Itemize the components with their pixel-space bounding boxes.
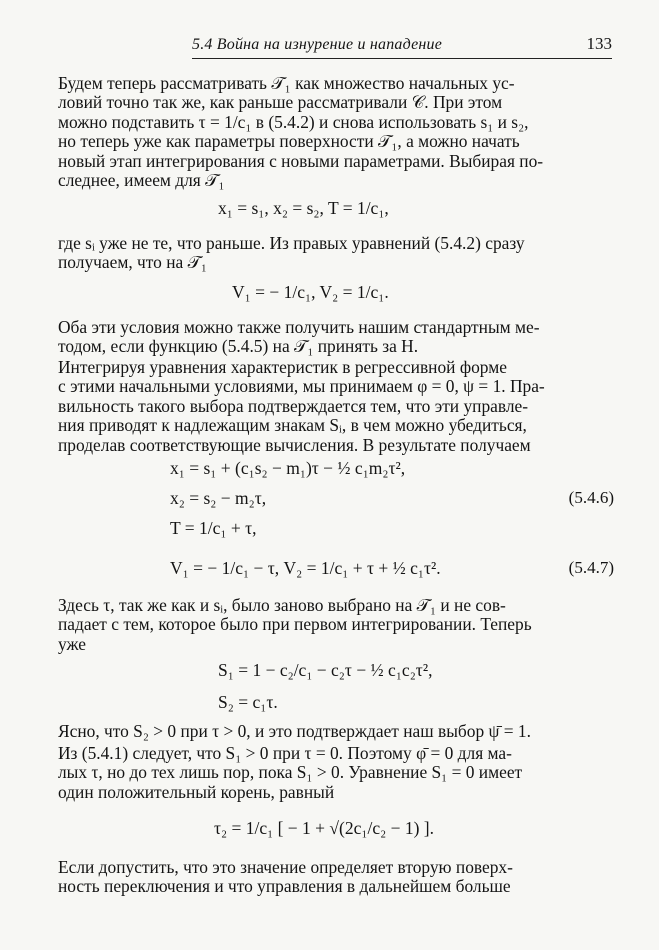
text-line: ния приводят к надлежащим знакам Sᵢ, в чем можно убедиться, bbox=[58, 416, 527, 436]
text-line: новый этап интегрирования с новыми параметрами. Выбирая по- bbox=[58, 151, 544, 171]
paragraph-7 bbox=[58, 744, 614, 802]
equation-V: V₁ = − 1/c₁ − τ, V₂ = 1/c₁ + τ + ½ c₁τ². bbox=[170, 558, 441, 578]
running-header bbox=[192, 30, 612, 59]
text-line: тодом, если функцию (5.4.5) на 𝒯₁ принять за H. bbox=[58, 337, 419, 357]
text-line: Интегрируя уравнения характеристик в регрессивной форме bbox=[58, 358, 507, 377]
text-line: уже bbox=[58, 634, 86, 654]
equation-initial-conditions: x₁ = s₁, x₂ = s₂, T = 1/c₁, bbox=[218, 198, 389, 218]
paragraph-1 bbox=[58, 74, 614, 190]
equation-tau2: τ₂ = 1/c₁ [ − 1 + √(2c₁/c₂ − 1) ]. bbox=[214, 818, 434, 838]
equation-number-546: (5.4.6) bbox=[568, 488, 614, 507]
text-line: с этими начальными условиями, мы принимаем φ = 0, ψ = 1. Пра- bbox=[58, 377, 545, 397]
paragraph-6 bbox=[58, 722, 614, 741]
text-line: но теперь уже как параметры поверхности 𝒯₁, а можно начать bbox=[58, 132, 520, 152]
text-line: Здесь τ, так же как и sᵢ, было заново выбрано на 𝒯₁ и не сов- bbox=[58, 596, 506, 615]
equation-number-547: (5.4.7) bbox=[568, 558, 614, 577]
equation-x2: x₂ = s₂ − m₂τ, bbox=[170, 488, 267, 508]
text-line: один положительный корень, равный bbox=[58, 782, 335, 802]
paragraph-8 bbox=[58, 858, 614, 897]
equation-S2: S₂ = c₁τ. bbox=[218, 692, 278, 712]
text-line: лых τ, но до тех лишь пор, пока S₁ > 0. Уравнение S₁ = 0 имеет bbox=[58, 763, 523, 783]
paragraph-3 bbox=[58, 318, 614, 357]
text-line: Оба эти условия можно также получить нашим стандартным ме- bbox=[58, 318, 540, 337]
page-number: 133 bbox=[586, 34, 612, 53]
paragraph-5 bbox=[58, 596, 614, 654]
paragraph-2 bbox=[58, 234, 614, 273]
running-title: 5.4 Война на изнурение и нападение bbox=[192, 36, 443, 53]
equation-S1: S₁ = 1 − c₂/c₁ − c₂τ − ½ c₁c₂τ², bbox=[218, 660, 433, 680]
text-line: можно подставить τ = 1/c₁ в (5.4.2) и снова использовать s₁ и s₂, bbox=[58, 112, 529, 132]
text-line: Будем теперь рассматривать 𝒯₁ как множество начальных ус- bbox=[58, 74, 515, 93]
text-line: Из (5.4.1) следует, что S₁ > 0 при τ = 0. Поэтому φ̄ = 0 для ма- bbox=[58, 744, 512, 763]
text-line: получаем, что на 𝒯₁ bbox=[58, 253, 207, 273]
text-line: ловий точно так же, как раньше рассматривали 𝒞. При этом bbox=[58, 93, 503, 113]
equation-T: T = 1/c₁ + τ, bbox=[170, 518, 257, 538]
text-line: проделав соответствующие вычисления. В результате получаем bbox=[58, 435, 531, 455]
text-line: ность переключения и что управления в дальнейшем больше bbox=[58, 877, 511, 897]
text-line: падает с тем, которое было при первом интегрировании. Теперь bbox=[58, 615, 532, 635]
text-line: Ясно, что S₂ > 0 при τ > 0, и это подтверждает наш выбор ψ̄ = 1. bbox=[58, 722, 531, 741]
text-line: следнее, имеем для 𝒯₁ bbox=[58, 171, 225, 191]
paragraph-4 bbox=[58, 358, 614, 455]
equation-v-values: V₁ = − 1/c₁, V₂ = 1/c₁. bbox=[232, 282, 389, 302]
equation-x1: x₁ = s₁ + (c₁s₂ − m₁)τ − ½ c₁m₂τ², bbox=[170, 458, 406, 478]
text-line: Если допустить, что это значение определяет вторую поверх- bbox=[58, 858, 513, 877]
text-line: вильность такого выбора подтверждается тем, что эти управле- bbox=[58, 396, 529, 416]
text-line: где sᵢ уже не те, что раньше. Из правых уравнений (5.4.2) сразу bbox=[58, 234, 525, 253]
